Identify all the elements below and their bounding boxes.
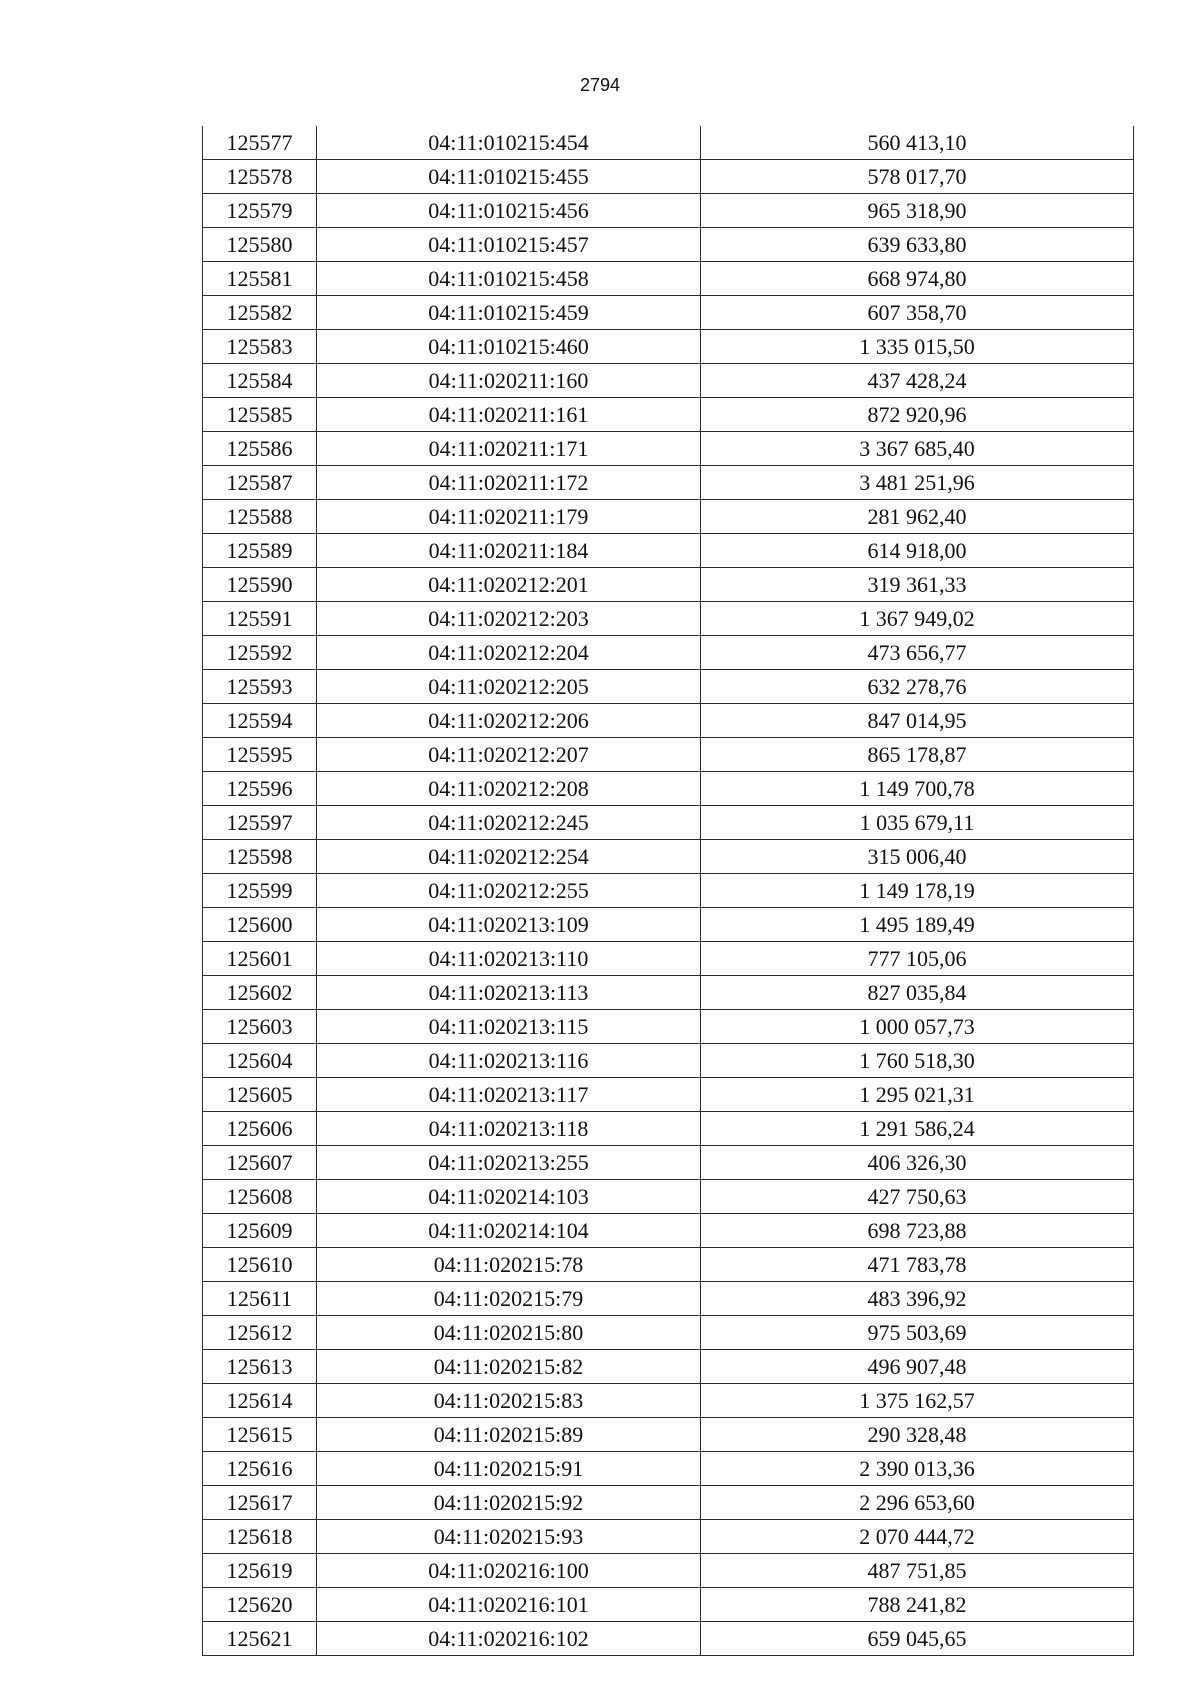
row-number-cell: 125587 — [203, 466, 317, 500]
cadastral-number-cell: 04:11:020215:82 — [317, 1350, 701, 1384]
cadastral-number-cell: 04:11:020211:184 — [317, 534, 701, 568]
cadastral-value-cell: 827 035,84 — [701, 976, 1134, 1010]
cadastral-value-cell: 2 070 444,72 — [701, 1520, 1134, 1554]
row-number-cell: 125577 — [203, 126, 317, 160]
cadastral-value-cell: 614 918,00 — [701, 534, 1134, 568]
cadastral-number-cell: 04:11:020211:179 — [317, 500, 701, 534]
row-number-cell: 125603 — [203, 1010, 317, 1044]
cadastral-number-cell: 04:11:020216:100 — [317, 1554, 701, 1588]
cadastral-value-cell: 659 045,65 — [701, 1622, 1134, 1656]
cadastral-value-cell: 290 328,48 — [701, 1418, 1134, 1452]
row-number-cell: 125617 — [203, 1486, 317, 1520]
cadastral-number-cell: 04:11:020213:110 — [317, 942, 701, 976]
row-number-cell: 125619 — [203, 1554, 317, 1588]
table-row — [203, 228, 1134, 262]
table-row — [203, 126, 1134, 160]
cadastral-number-cell: 04:11:020213:113 — [317, 976, 701, 1010]
table-row — [203, 704, 1134, 738]
row-number-cell: 125602 — [203, 976, 317, 1010]
row-number-cell: 125586 — [203, 432, 317, 466]
cadastral-value-cell: 1 335 015,50 — [701, 330, 1134, 364]
row-number-cell: 125608 — [203, 1180, 317, 1214]
table-row — [203, 466, 1134, 500]
cadastral-number-cell: 04:11:020213:255 — [317, 1146, 701, 1180]
cadastral-number-cell: 04:11:010215:457 — [317, 228, 701, 262]
row-number-cell: 125581 — [203, 262, 317, 296]
table-row — [203, 194, 1134, 228]
row-number-cell: 125605 — [203, 1078, 317, 1112]
cadastral-value-cell: 847 014,95 — [701, 704, 1134, 738]
cadastral-value-cell: 865 178,87 — [701, 738, 1134, 772]
row-number-cell: 125591 — [203, 602, 317, 636]
table-row — [203, 262, 1134, 296]
cadastral-value-cell: 487 751,85 — [701, 1554, 1134, 1588]
table-row — [203, 398, 1134, 432]
row-number-cell: 125616 — [203, 1452, 317, 1486]
row-number-cell: 125588 — [203, 500, 317, 534]
table-row — [203, 1384, 1134, 1418]
table-row — [203, 1316, 1134, 1350]
cadastral-value-cell: 975 503,69 — [701, 1316, 1134, 1350]
table-row — [203, 568, 1134, 602]
cadastral-number-cell: 04:11:020211:171 — [317, 432, 701, 466]
cadastral-value-cell: 560 413,10 — [701, 126, 1134, 160]
row-number-cell: 125583 — [203, 330, 317, 364]
cadastral-value-cell: 471 783,78 — [701, 1248, 1134, 1282]
row-number-cell: 125615 — [203, 1418, 317, 1452]
cadastral-number-cell: 04:11:020212:204 — [317, 636, 701, 670]
cadastral-number-cell: 04:11:020216:101 — [317, 1588, 701, 1622]
row-number-cell: 125610 — [203, 1248, 317, 1282]
cadastral-value-cell: 315 006,40 — [701, 840, 1134, 874]
cadastral-number-cell: 04:11:010215:460 — [317, 330, 701, 364]
cadastral-number-cell: 04:11:010215:459 — [317, 296, 701, 330]
row-number-cell: 125578 — [203, 160, 317, 194]
table-row — [203, 1112, 1134, 1146]
cadastral-value-cell: 427 750,63 — [701, 1180, 1134, 1214]
cadastral-value-cell: 437 428,24 — [701, 364, 1134, 398]
row-number-cell: 125596 — [203, 772, 317, 806]
cadastral-value-cell: 1 149 178,19 — [701, 874, 1134, 908]
table-row — [203, 1520, 1134, 1554]
table-row — [203, 1622, 1134, 1656]
table-row — [203, 1146, 1134, 1180]
cadastral-value-cell: 3 481 251,96 — [701, 466, 1134, 500]
row-number-cell: 125589 — [203, 534, 317, 568]
table-row — [203, 942, 1134, 976]
cadastral-number-cell: 04:11:020212:203 — [317, 602, 701, 636]
table-row — [203, 976, 1134, 1010]
cadastral-value-cell: 3 367 685,40 — [701, 432, 1134, 466]
cadastral-number-cell: 04:11:020215:78 — [317, 1248, 701, 1282]
cadastral-value-cell: 1 295 021,31 — [701, 1078, 1134, 1112]
cadastral-value-cell: 578 017,70 — [701, 160, 1134, 194]
cadastral-number-cell: 04:11:010215:456 — [317, 194, 701, 228]
row-number-cell: 125613 — [203, 1350, 317, 1384]
table-row — [203, 1554, 1134, 1588]
cadastral-value-cell: 632 278,76 — [701, 670, 1134, 704]
row-number-cell: 125600 — [203, 908, 317, 942]
row-number-cell: 125580 — [203, 228, 317, 262]
row-number-cell: 125606 — [203, 1112, 317, 1146]
cadastral-value-cell: 1 760 518,30 — [701, 1044, 1134, 1078]
cadastral-number-cell: 04:11:010215:455 — [317, 160, 701, 194]
table-row — [203, 1180, 1134, 1214]
table-row — [203, 1044, 1134, 1078]
row-number-cell: 125612 — [203, 1316, 317, 1350]
cadastral-number-cell: 04:11:020212:207 — [317, 738, 701, 772]
table-row — [203, 1418, 1134, 1452]
cadastral-number-cell: 04:11:020215:80 — [317, 1316, 701, 1350]
cadastral-value-cell: 698 723,88 — [701, 1214, 1134, 1248]
cadastral-value-cell: 1 035 679,11 — [701, 806, 1134, 840]
table-row — [203, 160, 1134, 194]
row-number-cell: 125590 — [203, 568, 317, 602]
cadastral-value-cell: 496 907,48 — [701, 1350, 1134, 1384]
cadastral-number-cell: 04:11:020215:89 — [317, 1418, 701, 1452]
cadastral-number-cell: 04:11:020213:117 — [317, 1078, 701, 1112]
row-number-cell: 125595 — [203, 738, 317, 772]
cadastral-number-cell: 04:11:010215:454 — [317, 126, 701, 160]
cadastral-value-cell: 483 396,92 — [701, 1282, 1134, 1316]
cadastral-value-cell: 2 390 013,36 — [701, 1452, 1134, 1486]
table-row — [203, 1078, 1134, 1112]
cadastral-value-cell: 281 962,40 — [701, 500, 1134, 534]
table-row — [203, 364, 1134, 398]
row-number-cell: 125594 — [203, 704, 317, 738]
row-number-cell: 125618 — [203, 1520, 317, 1554]
cadastral-value-cell: 668 974,80 — [701, 262, 1134, 296]
table-row — [203, 500, 1134, 534]
table-row — [203, 772, 1134, 806]
table-row — [203, 1214, 1134, 1248]
cadastral-value-cell: 1 291 586,24 — [701, 1112, 1134, 1146]
cadastral-number-cell: 04:11:020215:91 — [317, 1452, 701, 1486]
cadastral-number-cell: 04:11:020212:206 — [317, 704, 701, 738]
cadastral-value-cell: 2 296 653,60 — [701, 1486, 1134, 1520]
cadastral-number-cell: 04:11:020213:116 — [317, 1044, 701, 1078]
table-row — [203, 1588, 1134, 1622]
table-row — [203, 670, 1134, 704]
cadastral-value-cell: 406 326,30 — [701, 1146, 1134, 1180]
row-number-cell: 125609 — [203, 1214, 317, 1248]
table-row — [203, 738, 1134, 772]
row-number-cell: 125607 — [203, 1146, 317, 1180]
table-row — [203, 330, 1134, 364]
cadastral-value-cell: 1 375 162,57 — [701, 1384, 1134, 1418]
cadastral-number-cell: 04:11:020213:109 — [317, 908, 701, 942]
cadastral-number-cell: 04:11:020212:208 — [317, 772, 701, 806]
row-number-cell: 125592 — [203, 636, 317, 670]
cadastral-number-cell: 04:11:020212:245 — [317, 806, 701, 840]
cadastral-number-cell: 04:11:020213:115 — [317, 1010, 701, 1044]
row-number-cell: 125579 — [203, 194, 317, 228]
cadastral-number-cell: 04:11:020215:83 — [317, 1384, 701, 1418]
cadastral-number-cell: 04:11:020214:103 — [317, 1180, 701, 1214]
cadastral-number-cell: 04:11:020212:201 — [317, 568, 701, 602]
row-number-cell: 125604 — [203, 1044, 317, 1078]
cadastral-number-cell: 04:11:020212:255 — [317, 874, 701, 908]
cadastral-number-cell: 04:11:010215:458 — [317, 262, 701, 296]
cadastral-value-cell: 607 358,70 — [701, 296, 1134, 330]
cadastral-value-cell: 1 149 700,78 — [701, 772, 1134, 806]
table-row — [203, 908, 1134, 942]
cadastral-value-table — [202, 126, 1134, 1656]
cadastral-value-cell: 473 656,77 — [701, 636, 1134, 670]
cadastral-number-cell: 04:11:020211:172 — [317, 466, 701, 500]
row-number-cell: 125599 — [203, 874, 317, 908]
cadastral-number-cell: 04:11:020214:104 — [317, 1214, 701, 1248]
row-number-cell: 125582 — [203, 296, 317, 330]
table-row — [203, 636, 1134, 670]
table-row — [203, 1282, 1134, 1316]
table-row — [203, 1350, 1134, 1384]
row-number-cell: 125598 — [203, 840, 317, 874]
cadastral-number-cell: 04:11:020212:254 — [317, 840, 701, 874]
cadastral-number-cell: 04:11:020216:102 — [317, 1622, 701, 1656]
cadastral-number-cell: 04:11:020212:205 — [317, 670, 701, 704]
table-row — [203, 1248, 1134, 1282]
cadastral-number-cell: 04:11:020215:79 — [317, 1282, 701, 1316]
cadastral-value-cell: 1 367 949,02 — [701, 602, 1134, 636]
cadastral-number-cell: 04:11:020211:160 — [317, 364, 701, 398]
row-number-cell: 125611 — [203, 1282, 317, 1316]
row-number-cell: 125614 — [203, 1384, 317, 1418]
cadastral-value-cell: 965 318,90 — [701, 194, 1134, 228]
table-row — [203, 840, 1134, 874]
table-body — [203, 126, 1134, 1656]
cadastral-value-cell: 872 920,96 — [701, 398, 1134, 432]
table-row — [203, 1486, 1134, 1520]
row-number-cell: 125621 — [203, 1622, 317, 1656]
table-row — [203, 1010, 1134, 1044]
table-row — [203, 1452, 1134, 1486]
cadastral-value-cell: 1 000 057,73 — [701, 1010, 1134, 1044]
cadastral-number-cell: 04:11:020215:92 — [317, 1486, 701, 1520]
table-row — [203, 806, 1134, 840]
table-row — [203, 602, 1134, 636]
cadastral-value-cell: 788 241,82 — [701, 1588, 1134, 1622]
table-row — [203, 296, 1134, 330]
table-row — [203, 432, 1134, 466]
table-row — [203, 874, 1134, 908]
cadastral-number-cell: 04:11:020211:161 — [317, 398, 701, 432]
row-number-cell: 125593 — [203, 670, 317, 704]
page-number: 2794 — [579, 75, 621, 95]
row-number-cell: 125620 — [203, 1588, 317, 1622]
table-row — [203, 534, 1134, 568]
row-number-cell: 125601 — [203, 942, 317, 976]
row-number-cell: 125597 — [203, 806, 317, 840]
cadastral-number-cell: 04:11:020215:93 — [317, 1520, 701, 1554]
row-number-cell: 125585 — [203, 398, 317, 432]
cadastral-value-cell: 319 361,33 — [701, 568, 1134, 602]
cadastral-value-cell: 1 495 189,49 — [701, 908, 1134, 942]
row-number-cell: 125584 — [203, 364, 317, 398]
cadastral-value-cell: 639 633,80 — [701, 228, 1134, 262]
cadastral-number-cell: 04:11:020213:118 — [317, 1112, 701, 1146]
cadastral-value-cell: 777 105,06 — [701, 942, 1134, 976]
